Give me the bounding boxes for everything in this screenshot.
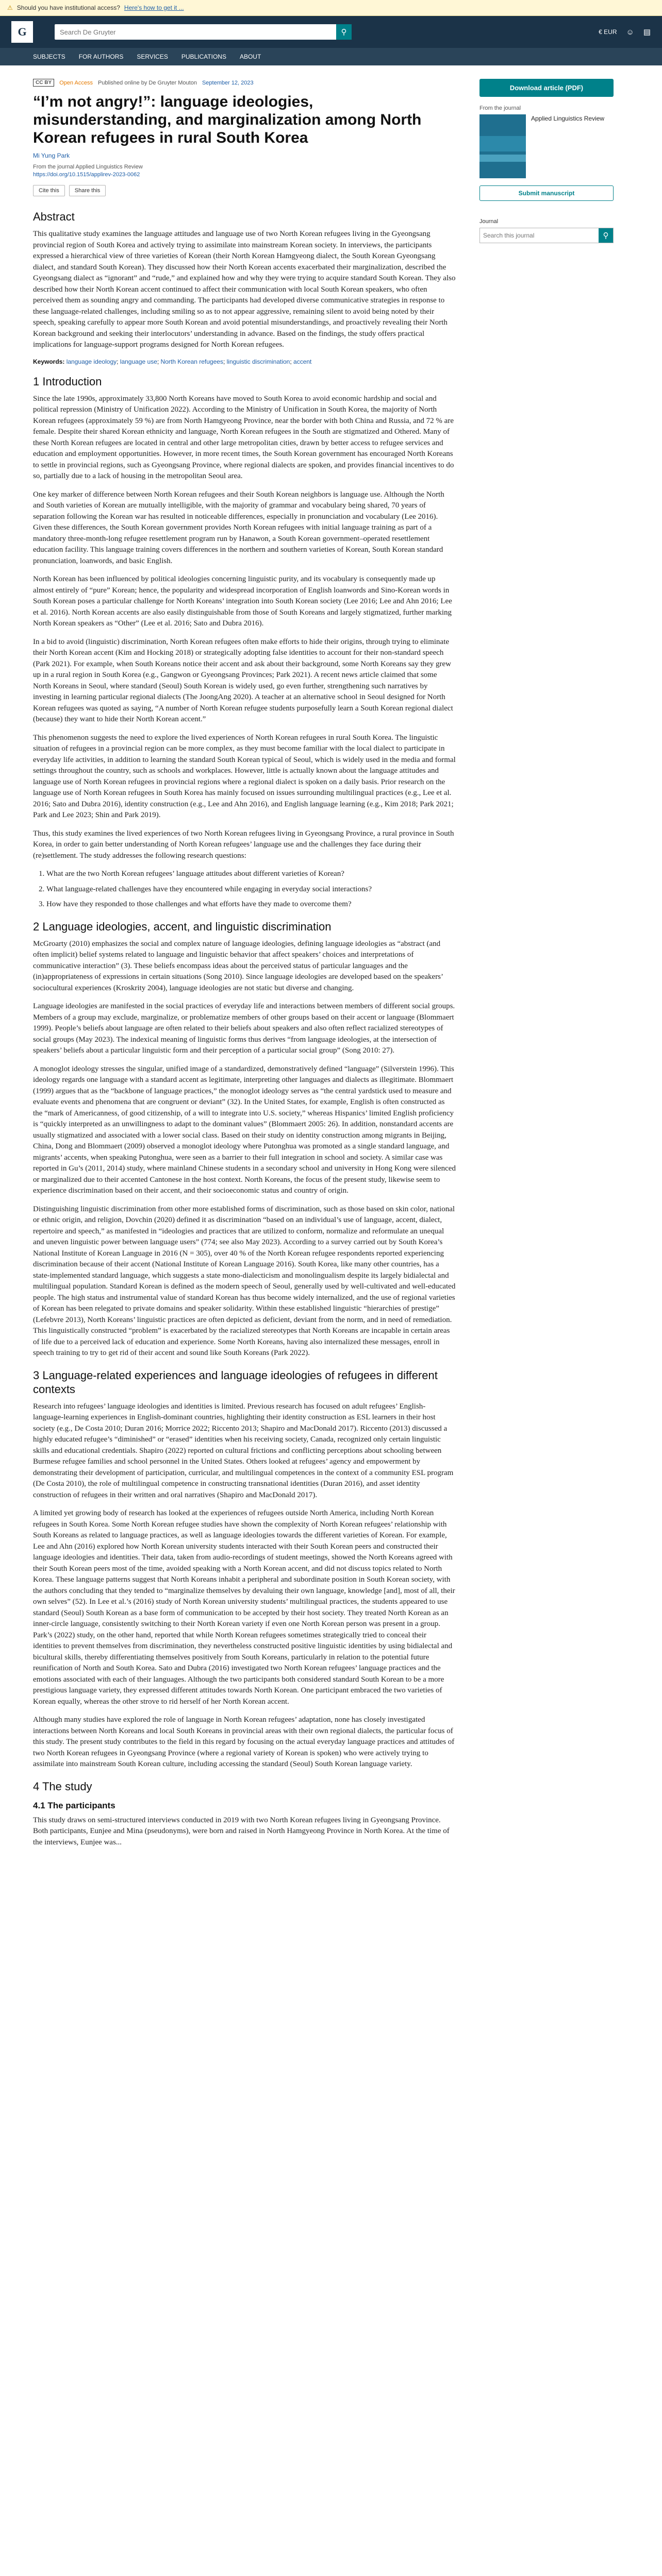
paragraph: One key marker of difference between North Korean refugees and their South Korean neighbors is language use. Although the North and South varieties of Korean are mutually intelligible, with the majority of grammar and vocabulary being shared, 70 years of separation following the Korean war has resulted in noticeable differences, especially in pronunciation and vocabulary (Lee 2016). Given these differences, the South Korean government provides North Korean refugees with initial language training as part of a mandatory three-month-long refugee resettlement program run by Hanawon, a South Korean government–operated resettlement education facility. This language training covers differences in the northern and southern varieties of Korean, South Korean standard pronunciation, loanwords, and basic English. xyxy=(33,490,444,565)
keyword-link[interactable]: linguistic discrimination xyxy=(226,358,290,365)
paragraph: In a bid to avoid (linguistic) discrimination, North Korean refugees often make efforts to hide their origins, through trying to eliminate their North Korean accent (Kim and Hocking 2018) or strategically adopting false identities to account for their non-standard speech (Park 2021). For example, when South Koreans notice their accent and ask about their background, some North Koreans say they grew up in a rural region in South Korea (e.g., Gangwon or Gyeongsang Provinces; Park 2021). A recent news article claimed that some North Koreans in Seoul, where standard (Seoul) South Korean is widely used, go even further, strengthening such narratives by investing in learning particular regional dialects (The JoongAng 2020). A teacher at an alternative school in Seoul designed for North Korean refugees was quoted as saying, “A number of North Korean refugee students purposefully learn a South Korean regional dialect (because) they want to hide their North Korean accent.” xyxy=(33,637,453,723)
search-input[interactable] xyxy=(59,28,336,37)
de-gruyter-logo[interactable]: G xyxy=(11,21,33,43)
nav-item-for-authors[interactable]: FOR AUTHORS xyxy=(78,53,124,60)
paragraph: Thus, this study examines the lived experiences of two North Korean refugees living in Gyeongsang Province, a rural province in South Korea, in order to gain better understanding of North Korean refugees’ language use and the challenges they face during their (re)settlement. The study addresses the following research questions: xyxy=(33,829,454,860)
site-search xyxy=(55,24,352,40)
sidebar xyxy=(479,65,614,1855)
cart-icon[interactable]: ▤ xyxy=(643,28,651,37)
section-heading: 2 Language ideologies, accent, and linguistic discrimination xyxy=(33,920,332,933)
keywords-label: Keywords: xyxy=(33,358,65,365)
paragraph: This phenomenon suggests the need to explore the lived experiences of North Korean refugees in rural South Korea. The linguistic situation of refugees in a provincial region can be more complex, as they must become familiar with the local dialect to participate in everyday life activities, in addition to learning the standard South Korean typical of Seoul, which is widely used in the media and formal settings throughout the country, such as schools and workplaces. However, little is actually known about the language attitudes and language use of North Korean refugees in provincial regions where a regional dialect is spoken on a daily basis. Prior research on the language use of North Korean refugees in South Korea has mainly focused on issues surrounding multilingual practices (e.g., Lee et al. 2016; Sato and Dubrа 2016), identity construction (e.g., Lee and Ahn 2016), and English language learning (e.g., Kim 2018; Park 2021; Park and Lee 2023; Shin and Park 2019). xyxy=(33,733,456,819)
research-questions xyxy=(35,869,456,910)
keyword-link[interactable]: language ideology xyxy=(66,358,117,365)
section-heading: 4 The study xyxy=(33,1780,92,1793)
paragraph: Research into refugees’ language ideologies and identities is limited. Previous research has focused on adult refugees’ English-language-learning experiences in English-dominant countries, highlighting their identity construction as ESL learners in their host society (e.g., De Costa 2010; Duran 2016; Morrice 2022; Riccento 2013; Shapiro and MacDonald 2017). Riccento (2013) discussed a highly educated refugee’s “diminished” or “erased” identities when his receiving society, Canada, recognized only certain linguistic skills and educational credentials. Shapiro (2022) reported on cultural frictions and conflicting perceptions about schooling between Burmese refugee families and school personnel in the United States. Others looked at refugees’ agency and empowerment by demonstrating their development of participation, curricular, and multilingual competences in the context of a community ESL program (De Costa 2010), the role of multilingual competence in constructing transnational identities (Duran 2016), and asset identity construction of refugees in their written and oral narratives (Shapiro and MacDonald 2017). xyxy=(33,1402,454,1499)
section-heading: 3 Language-related experiences and language ideologies of refugees in different contexts xyxy=(33,1368,438,1396)
abstract-heading: Abstract xyxy=(33,210,75,223)
paragraph: Since the late 1990s, approximately 33,800 North Koreans have moved to South Korea to avoid economic hardship and social and political repression (Ministry of Unification 2022). According to the Ministry of Unification in South Korea, the majority of North Korean refugees (approximately 59 %) are from North Hamgyeong Province, near the border with both China and Russia, and 72 % are female. Despite their shared Korean ethnicity and language, North Korean refugees in the South are stigmatized and Othered. Many of these North Korean refugees are located in central and other large metropolitan cities, drawn by better access to refugee services and education and employment opportunities. However, in more recent times, the South Korean government has encouraged North Koreans to settle in provincial regions, such as Gyeongsang Province, where regional dialects are spoken, and provides financial incentives to do so, partially due to a lack of housing in the metropolitan Seoul area. xyxy=(33,394,454,480)
page-body xyxy=(0,65,662,1855)
abstract-text: This qualitative study examines the language attitudes and language use of two North Korean refugees living in the Gyeongsang provincial region of South Korea and actively trying to assimilate into mainstream Korean society. In interviews, the participants expressed a hierarchical view of three varieties of Korean (their North Korean Hamgyeong dialect, the South Korean Gyeongsang dialect, and standard South Korean). They discussed how their North Korean accents exacerbated their marginalization, described the Gyeongsang dialect as “ignorant” and “rude,” and explained how and why they were trying to acquire standard South Korean. They also described how their North Korean accent continued to affect their communication with local South Korean speakers, who often perceived them as sounding angry and commanding. The participants had developed diverse communicative strategies in response to these language-related challenges, including smiling so as to not appear aggressive, remaining silent to avoid being noted by their speech, speaking carefully to appear more South Korean and avoid potential misunderstandings, and proactively revealing their North Korean background and seeking their interlocutors’ understanding in advance. Based on the findings, the study offers practical implications for language-support programs designed for North Korean refugees. xyxy=(33,230,456,349)
research-question: 3. How have they responded to those challenges and what efforts have they made to overcome them? xyxy=(46,899,456,910)
nav-item-subjects[interactable]: SUBJECTS xyxy=(33,53,65,60)
journal-cover-image[interactable] xyxy=(479,114,526,178)
cite-button[interactable]: Cite this xyxy=(33,185,65,196)
journal-from: From the journal Applied Linguistics Review xyxy=(33,164,143,170)
search-button[interactable] xyxy=(336,24,352,40)
author-link[interactable]: Mi Yung Park xyxy=(33,152,70,159)
site-header xyxy=(0,16,662,48)
search-icon: ⚲ xyxy=(603,231,609,240)
journal-search-label: Journal xyxy=(479,218,499,225)
access-help-link[interactable]: Here's how to get it ... xyxy=(124,4,184,11)
bell-icon: ⚠ xyxy=(7,4,13,11)
open-access-label: Open Access xyxy=(59,79,93,86)
research-question: 2. What language-related challenges have they encountered while engaging in everyday social interactions? xyxy=(46,884,456,895)
journal-search-input[interactable] xyxy=(480,228,599,243)
search-icon: ⚲ xyxy=(341,28,347,37)
research-question: 1. What are the two North Korean refugees’ language attitudes about different varieties of Korean? xyxy=(46,869,456,880)
from-journal-label: From the journal xyxy=(479,105,521,111)
notice-text: Should you have institutional access? xyxy=(16,4,120,11)
paragraph: Although many studies have explored the role of language in North Korean refugees’ adaptation, none has closely investigated interactions between North Koreans and local South Koreans in provincial areas with their own regional dialects, the particular focus of this study. The present study contributes to the field in this regard by focusing on the actual everyday language practices and attitudes of two North Korean refugees in Gyeongsang Province (where a regional variety of Korean is spoken) who were actively trying to assimilate into mainstream South Korean culture, including accessing the standard (Seoul) South Korean language variety. xyxy=(33,1716,455,1768)
download-pdf-button[interactable]: Download article (PDF) xyxy=(479,79,614,97)
article-actions xyxy=(33,185,456,196)
currency-selector[interactable]: € EUR xyxy=(599,28,617,36)
paragraph: Language ideologies are manifested in the social practices of everyday life and interactions between members of different social groups. Members of a group may exclude, marginalize, or problematize members of other groups based on their accent or language (Blommaert 1999). People’s beliefs about language are often related to their beliefs about speakers and also often reflect racialized stereotypes of social groups (May 2023). The indexical meaning of linguistic forms thus derives “from language ideologies, at the intersection of speakers’ beliefs about a particular linguistic form and their perception of a particular social group” (Song 2010: 27). xyxy=(33,1002,455,1055)
main-nav xyxy=(0,48,662,65)
article-main xyxy=(33,65,456,1855)
nav-item-publications[interactable]: PUBLICATIONS xyxy=(181,53,226,60)
journal-card[interactable] xyxy=(479,114,614,178)
paragraph: Distinguishing linguistic discrimination from other more established forms of discrimination, such as those based on skin color, national or ethnic origin, and religion, Dovchin (2020) defined it as discrimination “based on an individual’s use of language, accent, dialect, repertoire and speech,” as manifested in “ideologies and practices that are utilized to conform, normalize and reformulate an unequal and uneven linguistic power between language users” (774; see also May 2023). According to a survey carried out by South Korea’s National Institute of Korean Language in 2016 (N = 305), over 40 % of the North Korean refugee respondents reported experiencing discrimination because of their accent (National Institute of Korean Language 2016). South Korea, like many other countries, has a state-implemented standard language, which suggests a state mono-dialecticism and monolingualism despite its largely bidialectal and multilingual population. Standard Korean is defined as the modern speech of Seoul, generally used by well-cultivated and well-educated people. The high status and instrumental value of standard Korean has thus become widely internalized, and the use of regional varieties of Korean has been relegated to private domains and speaker solidarity. Within these established linguistic “hierarchies of prestige” (Lefebvre 2013), North Koreans’ linguistic practices are often depicted as deficient, deviant from the norm, and in need of remediation. This linguistically constructed “problem” is exacerbated by the racialized stereotypes that North Koreans are incapable in certain areas of life due to a perceived lack of education and experience. Some North Koreans, having also internalized these messages, enroll in speech training to try to get rid of their accent and sound like South Koreans (Park 2022). xyxy=(33,1205,456,1357)
subsection-heading: 4.1 The participants xyxy=(33,1800,115,1810)
article-title: “I’m not angry!”: language ideologies, misunderstanding, and marginalization among North Korean refugees in rural South Korea xyxy=(33,93,422,146)
keyword-link[interactable]: North Korean refugees xyxy=(160,358,223,365)
nav-item-services[interactable]: SERVICES xyxy=(137,53,168,60)
submit-manuscript-button[interactable]: Submit manuscript xyxy=(479,185,614,201)
section-heading: 1 Introduction xyxy=(33,375,102,388)
paragraph: This study draws on semi-structured interviews conducted in 2019 with two North Korean refugees living in Gyeongsang Province. Both participants, Eunjee and Mina (pseudonyms), were born and raised in North Hamgyeong Province in North Korea. At the time of the interviews, Eunjee was... xyxy=(33,1816,450,1846)
user-icon[interactable]: ☺ xyxy=(626,27,634,37)
share-button[interactable]: Share this xyxy=(69,185,106,196)
keyword-link[interactable]: accent xyxy=(293,358,312,365)
keywords: Keywords: language ideology; language use; North Korean refugees; linguistic discrimination; accent xyxy=(33,358,312,365)
paragraph: North Korean has been influenced by political ideologies concerning linguistic purity, and its vocabulary is consequently made up almost entirely of “pure” Korean; hence, the popularity and widespread incorporation of English loanwords and Sino-Korean words in South Korean poses a particular challenge for North Koreans’ integration into South Korean society (Lee 2016; Lee and Ahn 2016; Lee et al. 2016). North Korean accents are also easily distinguishable from those of South Koreans and largely stigmatized, further marking North Korean speakers as “Other” (Lee et al. 2016; Sato and Dubrа 2016). xyxy=(33,575,452,628)
published-date: September 12, 2023 xyxy=(202,79,254,86)
journal-search xyxy=(479,228,614,243)
header-tools xyxy=(599,27,651,37)
keyword-link[interactable]: language use xyxy=(120,358,157,365)
paragraph: A limited yet growing body of research has looked at the experiences of refugees outside North America, including North Korean refugees in South Korea. Some North Korean refugee studies have shown the complexity of North Korean refugees’ relationship with South Koreans as related to language practices, as well as language ideologies towards the different varieties of Korean. For example, Lee and Ahn (2016) explored how North Korean university students interacted with their South Korean peers and constructed their language ideologies and identities. Their data, taken from audio-recordings of student meetings, showed the North Koreans agreed with their South Korean peers most of the time, avoided speaking with a North Korean accent, and did not discuss topics related to North Korea. These language patterns suggest that North Koreans inhabit a peripheral and subordinate position in South Korean society, with the authors concluding that they tended to “marginalize themselves by devaluing their own language, knowledge [and], most of all, their own selves” (52). In Lee et al.’s (2016) study of North Korean university students’ multilingual practices, the students appeared to use standard (Seoul) South Korean as a base form of communication to be accepted by their host society. They treated North Korean as an inner-circle language, consistently switching to their North Korean variety if even one North Korean person was present in a group. Park’s (2022) study, on the other hand, reported that while North Korean refugees sometimes strategically tried to conceal their identities to prevent themselves from discrimination, they nevertheless constructed positive linguistic identities by using bidialectal and bicultural skills, thereby differentiating themselves positively from South Koreans, particularly in relation to the potential future reunification of North and South Korea. Sato and Dubrа (2016) investigated two North Korean refugees’ language practices and the emotions associated with each of their languages. Although the two participants both considered standard South Korean to be a more prestigious language variety, they expressed different attitudes towards North Korean. One participant embraced the two varieties of Korean equally, whereas the other strove to rid herself of her North Korean accent. xyxy=(33,1509,455,1706)
license-badge: CC BY xyxy=(33,79,54,87)
paragraph: McGroarty (2010) emphasizes the social and complex nature of language ideologies, defining language ideologies as “abstract (and often implicit) belief systems related to language and linguistic behavior that affect speakers’ choices and interpretations of communicative interaction” (3). These beliefs encompass ideas about the perceived status of particular languages and the (in)appropriateness of expressions in certain situations (Song 2010). Since language ideologies are developed based on the speakers’ sociocultural experiences (Kroskrity 2004), language ideologies are not static but diverse and changing. xyxy=(33,939,443,992)
nav-item-about[interactable]: ABOUT xyxy=(239,53,261,60)
access-notice-bar xyxy=(0,0,662,16)
article-meta xyxy=(33,79,456,87)
journal-search-button[interactable] xyxy=(599,228,613,243)
journal-name[interactable]: Applied Linguistics Review xyxy=(531,115,605,122)
paragraph: A monoglot ideology stresses the singular, unified image of a standardized, demonstratively defined “language” (Silverstein 1996). This ideology regards one language with a standard accent as legitimate, interpreting other languages and dialects as illegitimate. Blommaert (1999) argues that as the “backbone of language practices,” the monoglot ideology serves as “the central yardstick used to measure and evaluate events and phenomena that are congruent or deviant” (32). In the United States, for example, English is often constructed as the “mark of Americanness, of good citizenship, of a will to integrate into U.S. society,” whereas Hispanics’ limited English proficiency is “quickly interpreted as an unwillingness to adapt to the dominant values” (Blommaert 2005: 26). In addition, nonstandard accents are usually stigmatized and associated with a lower social class. Based on their study on identity construction among migrants in Beijing, China, Dong and Blommaert (2009) observed a monoglot ideology where Putonghua was promoted as a single standard language, and migrants’ accents, when speaking Putonghua, were seen as a barrier to their full integration in school and society. A similar case was reported in Gu’s (2011, 2014) study, where mainland Chinese students in a secondary school and university in Hong Kong were silenced or marginalized due to their accented Cantonese in the host context. North Koreans, the focus of the present study, likewise seem to experience discrimination based on their accent, and their socioeconomic status and country of origin. xyxy=(33,1064,456,1195)
published-text: Published online by De Gruyter Mouton xyxy=(97,79,197,86)
doi-link[interactable]: https://doi.org/10.1515/applirev-2023-0062 xyxy=(33,172,140,178)
